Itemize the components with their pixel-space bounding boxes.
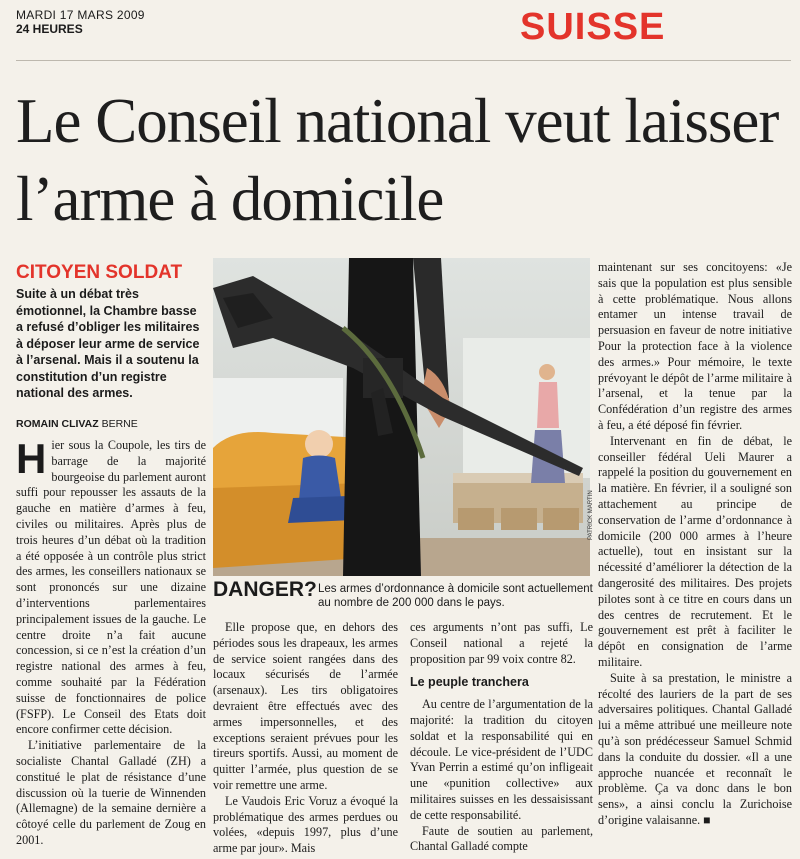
col1-paragraph-2: L’initiative parlementaire de la socialiste Chantal Galladé (ZH) a constitué le plat de résistance d’une discussion où la tuerie de Winnenden (Allemagne) de la semaine dernière a côtoyé celle du parlement de Zoug en 2001. [16,738,206,847]
issue-date: MARDI 17 MARS 2009 [16,8,145,22]
photo-soldier-with-rifle [213,258,590,576]
caption-text: Les armes d’ordonnance à domicile sont actuellement au nombre de 200 000 dans le pays. [318,583,593,609]
col4-paragraph-1: maintenant sur ses concitoyens: «Je sais que la population est plus sensible à cette problématique. Nous allons entamer un intense travail de persuasion en faveur de notre initiative Pour la protection face à la violence des armes.» Pour mémoire, le texte prévoyant le dépôt de l’arme militaire à l’arsenal, et la tenue par la Confédération d’un registre des armes à feu, a été déposé fin février. [598,260,792,432]
col4-paragraph-2: Intervenant en fin de débat, le conseiller fédéral Ueli Maurer a rappelé la position du gouvernement en la matière. En février, il a souligné son attachement au principe de conservation de l’arme d’ordonnance à domicile (200 000 armes à l’heure actuelle), tout en insistant sur la nécessité d’améliorer la détection de la dangerosité des militaires. Des projets pilotes sont à ce titre en cours dans un des centres de recrutement. Et le gouvernement est prêt à faciliter le dépôt en consignation de l’arme militaire. [598,433,792,669]
col1-paragraph-1: ier sous la Coupole, les tirs de barrage de la majorité bourgeoise du parlement auront suffi pour repousser les assauts de la gauche en matière d’armes à feu, civiles ou militaires. Après plus de trois heures d’un débat où la tradition a été opposée à un contrôle plus strict des armes, les conseillers nationaux se sont prononcés sur une dizaine d’interventions parlementaires principalement issues de la gauche. Le centre droite n’a fait aucune concession, si ce n’est la création d’un registre national des armes à feu, comme souhaité par la Fédération suisse de fonctionnaires de police (FSFP). Le Conseil des Etats doit encore confirmer cette décision. [16,438,206,737]
caption-title: DANGER? [213,578,317,601]
newspaper-name: 24 HEURES [16,22,83,36]
col4-paragraph-3: Suite à sa prestation, le ministre a récolté des lauriers de la part de ses adversaires politiques. Chantal Galladé lui a même attribué une meilleure note qu’à son prédécesseur Samuel Schmid dans la conduite du dossier. «Il a une approche nuancée et reconnaît le problème. Ça va donc dans le bon sens», a ainsi conclu la Zurichoise d’origine valaisanne. ■ [598,670,792,827]
subhead: Le peuple tranchera [410,675,529,690]
article-column-1 [16,438,206,856]
kicker: CITOYEN SOLDAT [16,262,183,283]
article-photo [213,258,590,576]
lead-paragraph: Suite à un débat très émotionnel, la Chambre basse a refusé d’obliger les militaires à déposer leur arme de service à l’arsenal. Mais il a soutenu la constitution d’un registre national des armes. [16,287,200,400]
section-title: SUISSE [520,6,666,48]
drop-cap: H [16,438,47,482]
col3-paragraph-3: Faute de soutien au parlement, Chantal Galladé compte [410,823,593,854]
col2-paragraph-2: Le Vaudois Eric Voruz a évoqué la problématique des armes perdues ou volées, «depuis 1997, plus d’une arme par jour». Mais [213,793,398,856]
byline-author: ROMAIN CLIVAZ [16,418,99,430]
col3-paragraph-1: ces arguments n’ont pas suffi, Le Conseil national a rejeté la proposition par 99 voix contre 82. [410,620,593,666]
col2-paragraph-1: Elle propose que, en dehors des périodes sous les drapeaux, les armes de service soient rangées dans des locaux sécurisés de l’armée (arsenaux). Les tirs obligatoires devraient être effectués avec des armes impersonnelles, et des exceptions seraient prévues pour les tireurs sportifs. Aussi, au moment de quitter l’armée, plus question de se voir remettre une arme. [213,620,398,792]
col3-paragraph-2: Au centre de l’argumentation de la majorité: la tradition du citoyen soldat et la responsabilité qui en découle. Le vice-président de l’UDC Yvan Perrin a estimé qu’on infligeait une «punition collective» aux militaires suisses en les dessaisissant de cette responsabilité. [410,697,593,822]
article-column-2 [213,620,398,856]
headline: Le Conseil national veut laisser l’arme à domicile [16,86,779,234]
header-rule [16,60,791,61]
byline [16,418,138,430]
byline-location: BERNE [101,418,138,430]
article-column-4 [598,260,792,856]
photo-credit: PATRICK MARTIN [588,490,594,540]
article-column-3 [410,620,593,856]
